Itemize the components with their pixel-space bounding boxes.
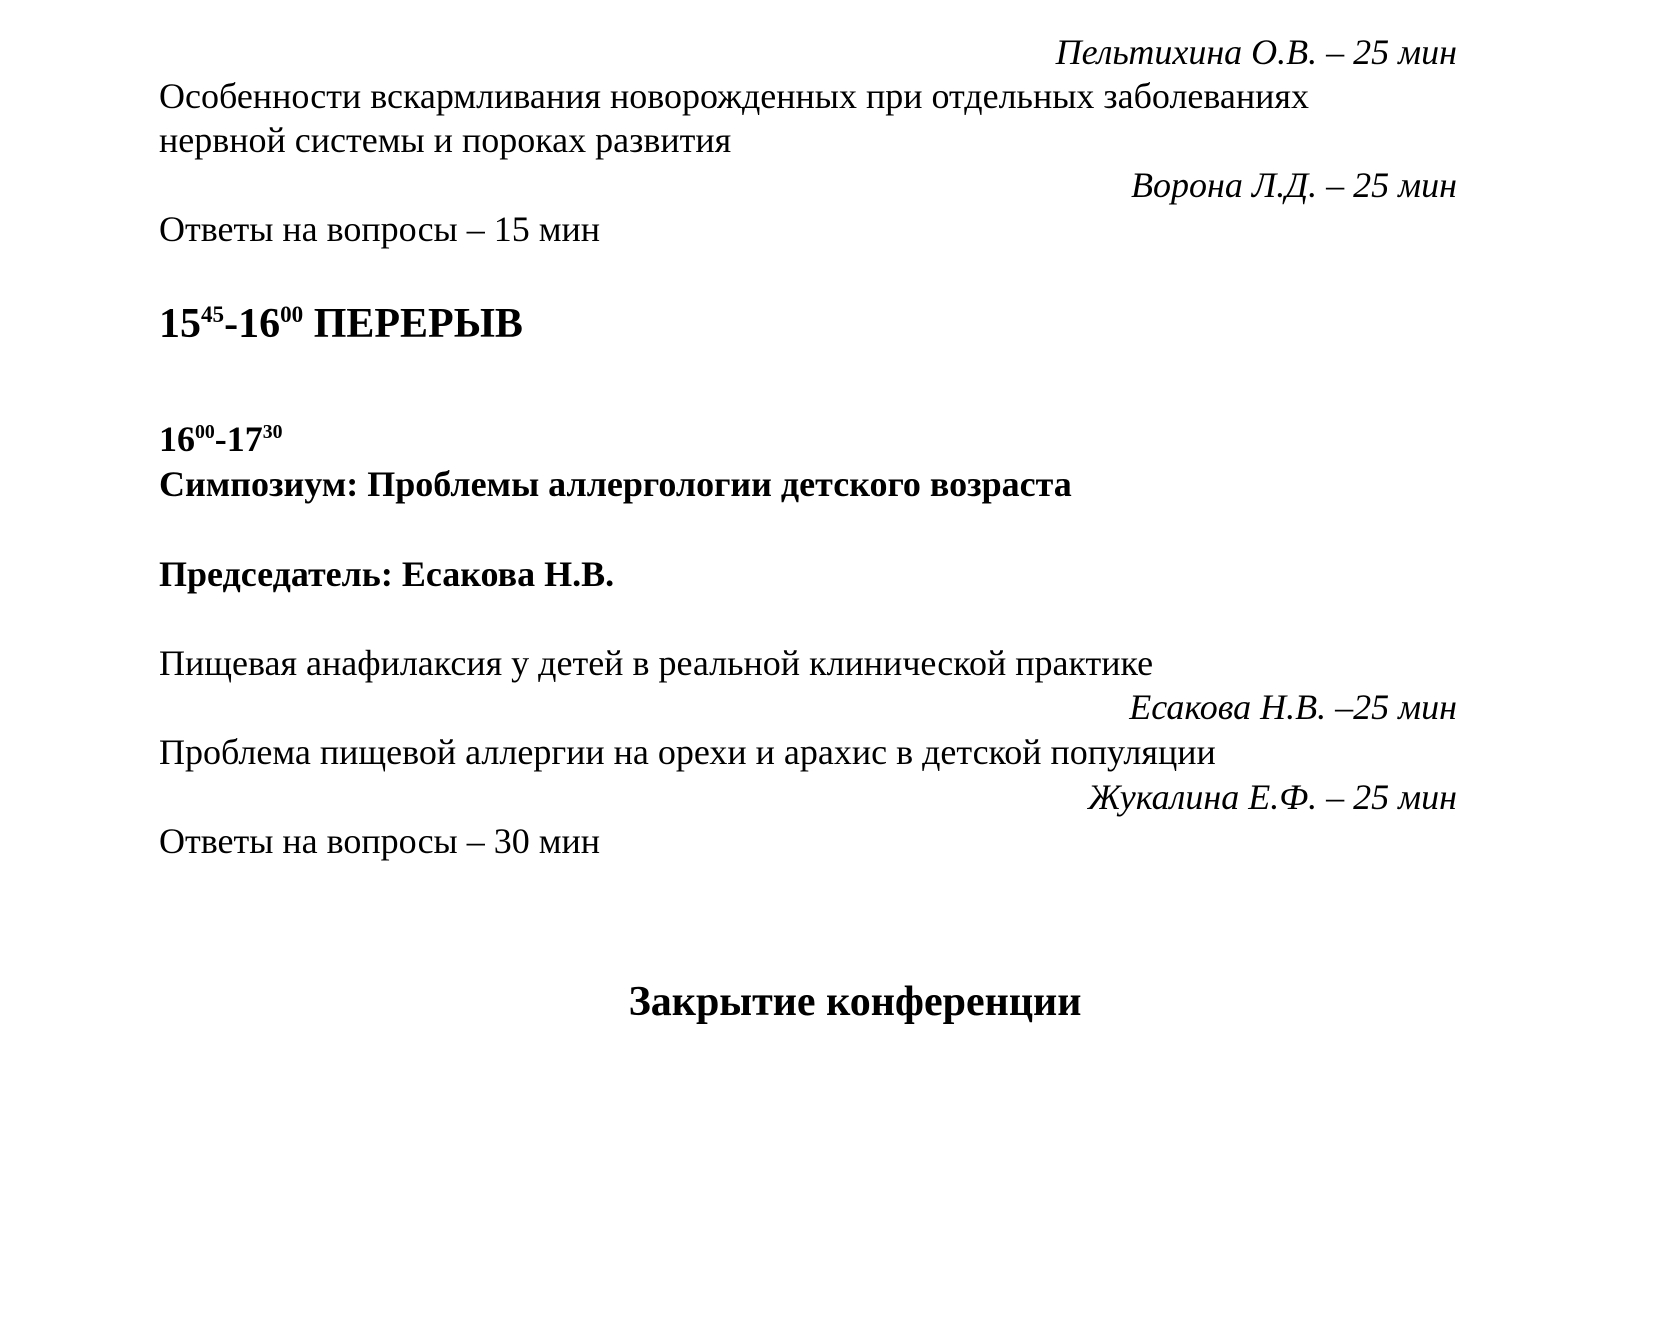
symposium-end-minute: 30 xyxy=(262,421,283,443)
closing-heading: Закрытие конференции xyxy=(628,979,1082,1025)
symposium-separator: - xyxy=(214,419,227,459)
break-label: ПЕРЕРЫВ xyxy=(303,301,523,347)
symposium-start-hour: 16 xyxy=(159,419,195,459)
symposium-chair: Председатель: Есакова Н.В. xyxy=(159,554,615,594)
break-end-hour: 16 xyxy=(238,301,281,347)
break-heading xyxy=(159,300,523,348)
symposium-end-hour: 17 xyxy=(226,419,263,459)
speaker-vorona: Ворона Л.Д. – 25 мин xyxy=(1131,165,1457,205)
symposium-time xyxy=(159,418,283,460)
break-start-hour: 15 xyxy=(159,301,201,347)
talk-title-nut-allergy: Проблема пищевой аллергии на орехи и арахис в детской популяции xyxy=(159,732,1216,772)
talk-title-feeding-line1: Особенности вскармливания новорожденных при отдельных заболеваниях xyxy=(159,76,1309,116)
break-end-minute: 00 xyxy=(280,301,304,327)
speaker-peltikhina: Пельтихина О.В. – 25 мин xyxy=(1055,32,1457,72)
talk-title-anaphylaxis: Пищевая анафилаксия у детей в реальной клинической практике xyxy=(159,643,1154,683)
qa-session1: Ответы на вопросы – 15 мин xyxy=(159,209,601,249)
break-start-minute: 45 xyxy=(201,301,225,327)
speaker-esakova: Есакова Н.В. –25 мин xyxy=(1129,687,1457,727)
talk-title-feeding-line2: нервной системы и пороках развития xyxy=(159,120,732,160)
qa-symposium: Ответы на вопросы – 30 мин xyxy=(159,821,601,861)
symposium-title: Симпозиум: Проблемы аллергологии детского возраста xyxy=(159,464,1072,504)
break-separator: - xyxy=(224,301,239,347)
symposium-start-minute: 00 xyxy=(195,421,215,443)
speaker-zhukalina: Жукалина Е.Ф. – 25 мин xyxy=(1087,777,1457,817)
